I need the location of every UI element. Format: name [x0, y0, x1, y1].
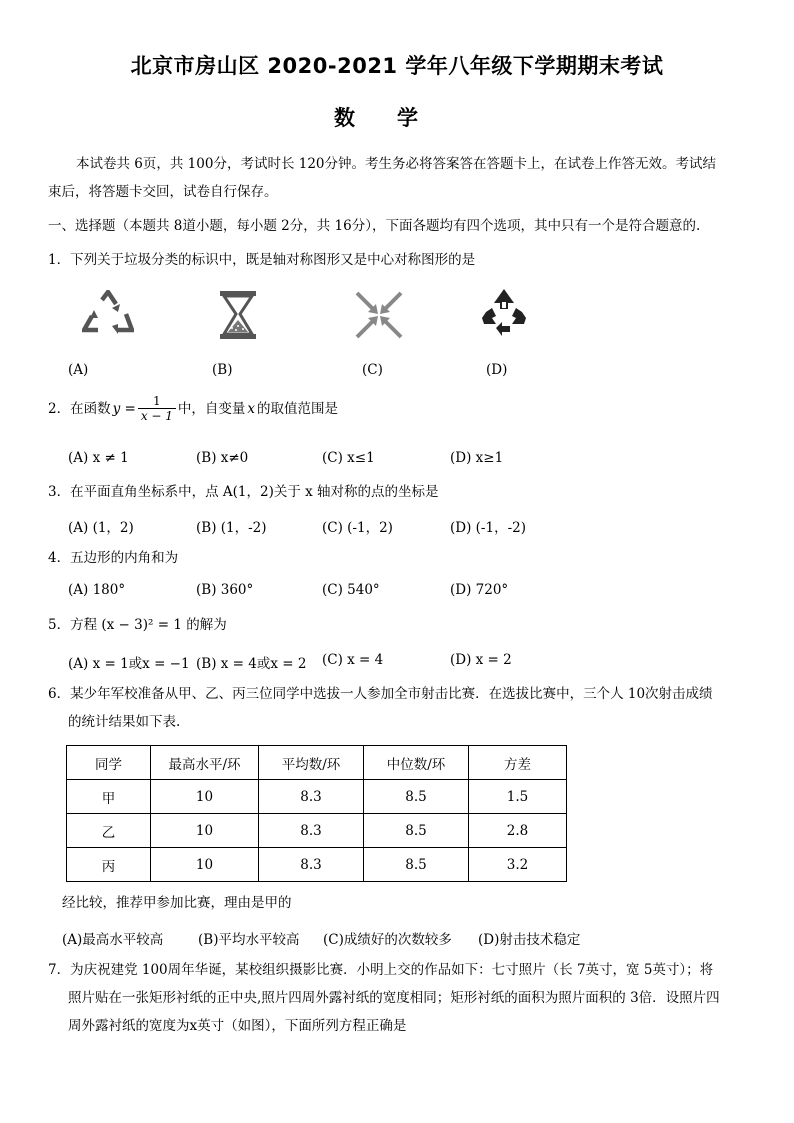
q2-frac-num: 1 [138, 394, 176, 409]
q5-option-b: (B) x = 4或x = 2 [196, 656, 307, 672]
q4-option-d: (D) 720° [450, 582, 509, 598]
table-cell: 8.3 [259, 848, 364, 882]
q6-stem-line-2: 的统计结果如下表. [68, 714, 181, 730]
exam-title: 北京市房山区 2020-2021 学年八年级下学期期末考试 [130, 54, 664, 78]
q3-option-a: (A) (1，2) [68, 520, 134, 536]
q6-score-table [66, 745, 567, 882]
q1-label-a: (A) [68, 362, 89, 378]
q2-option-a: (A) x ≠ 1 [68, 450, 129, 466]
table-header-cell: 同学 [67, 746, 151, 780]
q1-label-d: (D) [486, 362, 508, 378]
table-cell: 10 [151, 848, 259, 882]
table-cell: 8.3 [259, 780, 364, 814]
subject-text: 数学 [334, 106, 460, 130]
q1-stem: 1．下列关于垃圾分类的标识中，既是轴对称图形又是中心对称图形的是 [48, 252, 476, 268]
q4-option-c: (C) 540° [322, 582, 380, 598]
q1-label-c: (C) [362, 362, 383, 378]
intro-line-1: 本试卷共 6页，共 100分，考试时长 120分钟。考生务必将答案答在答题卡上，在试卷上作答无效。考试结 [76, 156, 716, 172]
q7-line-3: 周外露衬纸的宽度为x英寸（如图），下面所列方程正确是 [68, 1018, 407, 1034]
table-row [67, 814, 567, 848]
q2-option-d: (D) x≥1 [450, 450, 504, 466]
q6-option-b: (B)平均水平较高 [198, 932, 300, 948]
q5-option-d: (D) x = 2 [450, 652, 512, 668]
table-cell: 8.5 [364, 814, 469, 848]
intro-line-2: 束后，将答题卡交回，试卷自行保存。 [48, 184, 278, 200]
q2-option-c: (C) x≤1 [322, 450, 375, 466]
q6-stem-line-1: 6．某少年军校准备从甲、乙、丙三位同学中选拔一人参加全市射击比赛．在选拔比赛中，三个人 10次射击成绩 [48, 686, 713, 702]
table-header-cell: 方差 [469, 746, 567, 780]
q2-var: x [247, 400, 256, 417]
q4-option-a: (A) 180° [68, 582, 126, 598]
table-cell: 10 [151, 780, 259, 814]
q3-option-c: (C) (-1，2) [322, 520, 393, 536]
table-cell: 乙 [67, 814, 151, 848]
table-header-cell: 中位数/环 [364, 746, 469, 780]
q6-after-table: 经比较，推荐甲参加比赛，理由是甲的 [62, 895, 292, 911]
recycle-triangle-icon [82, 290, 134, 338]
table-cell: 丙 [67, 848, 151, 882]
table-cell: 甲 [67, 780, 151, 814]
table-cell: 10 [151, 814, 259, 848]
table-cell: 2.8 [469, 814, 567, 848]
q2-stem-post: 中，自变量 [177, 400, 246, 417]
q4-stem: 4．五边形的内角和为 [48, 550, 179, 566]
q5-option-a: (A) x = 1或x = −1 [68, 656, 190, 672]
q3-stem: 3．在平面直角坐标系中，点 A(1，2)关于 x 轴对称的点的坐标是 [48, 484, 439, 500]
section-1-heading: 一、选择题（本题共 8道小题，每小题 2分，共 16分），下面各题均有四个选项，其中只有一个是符合题意的. [48, 218, 701, 234]
table-header-cell: 平均数/环 [259, 746, 364, 780]
q2-option-b: (B) x≠0 [196, 450, 249, 466]
q2-stem-pre: 2．在函数 [48, 400, 111, 417]
q5-option-c: (C) x = 4 [322, 652, 384, 668]
q2-func-y: y = [112, 400, 136, 417]
table-cell: 1.5 [469, 780, 567, 814]
q2-stem [48, 394, 338, 423]
q2-frac-den: x − 1 [140, 409, 173, 423]
q3-option-b: (B) (1，-2) [196, 520, 267, 536]
subject-title [0, 102, 794, 132]
recycle-arrows-icon [480, 288, 528, 338]
q2-stem-end: 的取值范围是 [257, 400, 339, 417]
q2-fraction [138, 394, 176, 423]
q6-option-d: (D)射击技术稳定 [478, 932, 581, 948]
table-cell: 8.3 [259, 814, 364, 848]
q1-label-b: (B) [212, 362, 233, 378]
table-row [67, 848, 567, 882]
table-header-row [67, 746, 567, 780]
table-cell: 8.5 [364, 848, 469, 882]
q5-stem: 5．方程 (x − 3)² = 1 的解为 [48, 617, 227, 633]
table-header-cell: 最高水平/环 [151, 746, 259, 780]
hourglass-icon [218, 290, 258, 340]
table-cell: 3.2 [469, 848, 567, 882]
q4-option-b: (B) 360° [196, 582, 254, 598]
q7-line-1: 7．为庆祝建党 100周年华诞，某校组织摄影比赛．小明上交的作品如下：七寸照片（长 7英寸，宽 5英寸）；将 [48, 962, 714, 978]
q6-option-c: (C)成绩好的次数较多 [323, 932, 452, 948]
table-row [67, 780, 567, 814]
q3-option-d: (D) (-1，-2) [450, 520, 526, 536]
table-cell: 8.5 [364, 780, 469, 814]
q7-line-2: 照片贴在一张矩形衬纸的正中央,照片四周外露衬纸的宽度相同；矩形衬纸的面积为照片面积的 3倍．设照片四 [68, 990, 720, 1006]
cross-arrows-icon [354, 290, 404, 340]
q6-option-a: (A)最高水平较高 [62, 932, 164, 948]
